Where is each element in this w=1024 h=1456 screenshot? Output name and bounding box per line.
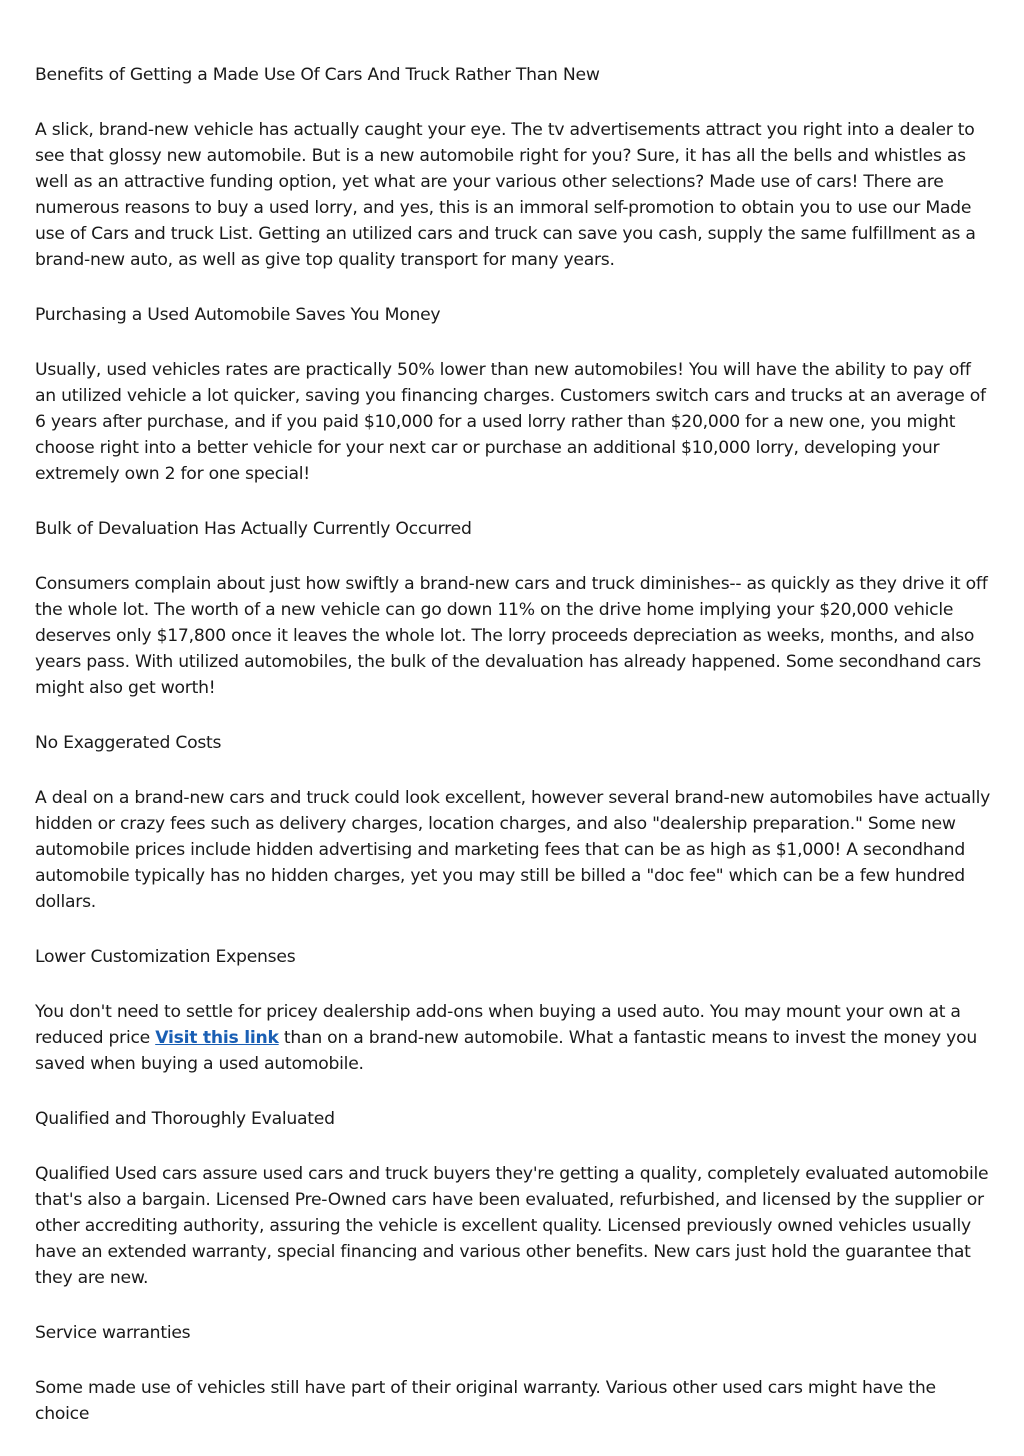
visit-this-link[interactable]: Visit this link	[155, 1028, 279, 1048]
section-heading-saves-money: Purchasing a Used Automobile Saves You Money	[35, 305, 441, 325]
customization-text-after-link: than on a brand-new automobile. What a fantastic means to invest the money you saved when buying a used automobile.	[35, 1028, 978, 1074]
article-intro: A slick, brand-new vehicle has actually caught your eye. The tv advertisements attract you right into a dealer to see that glossy new automobile. But is a new automobile right for you? Sure, it has all the bells and whistles as well as an attractive funding option, yet what are your various other selections? Made use of cars! There are numerous reasons to buy a used lorry, and yes, this is an immoral self-promotion to obtain you to use our Made use of Cars and truck List. Getting an utilized cars and truck can save you cash, supply the same fulfillment as a brand-new auto, as well as give top quality transport for many years.	[35, 120, 976, 270]
article	[35, 62, 995, 1456]
section-body-saves-money: Usually, used vehicles rates are practically 50% lower than new automobiles! You will have the ability to pay off an utilized vehicle a lot quicker, saving you financing charges. Customers switch cars and trucks at an average of 6 years after purchase, and if you paid $10,000 for a used lorry rather than $20,000 for a new one, you might choose right into a better vehicle for your next car or purchase an additional $10,000 lorry, developing your extremely own 2 for one special!	[35, 360, 986, 484]
section-heading-warranties: Service warranties	[35, 1323, 191, 1343]
section-body-qualified: Qualified Used cars assure used cars and truck buyers they're getting a quality, completely evaluated automobile that's also a bargain. Licensed Pre-Owned cars have been evaluated, refurbished, and licensed by the supplier or other accrediting authority, assuring the vehicle is excellent quality. Licensed previously owned vehicles usually have an extended warranty, special financing and various other benefits. New cars just hold the guarantee that they are new.	[35, 1164, 989, 1288]
section-body-customization	[35, 999, 995, 1077]
section-heading-devaluation: Bulk of Devaluation Has Actually Currently Occurred	[35, 519, 472, 539]
section-body-no-costs: A deal on a brand-new cars and truck could look excellent, however several brand-new automobiles have actually hidden or crazy fees such as delivery charges, location charges, and also "dealership preparation." Some new automobile prices include hidden advertising and marketing fees that can be as high as $1,000! A secondhand automobile typically has no hidden charges, yet you may still be billed a "doc fee" which can be a few hundred dollars.	[35, 788, 991, 912]
article-title: Benefits of Getting a Made Use Of Cars And Truck Rather Than New	[35, 65, 600, 85]
section-heading-qualified: Qualified and Thoroughly Evaluated	[35, 1109, 335, 1129]
section-body-devaluation: Consumers complain about just how swiftly a brand-new cars and truck diminishes-- as quickly as they drive it off the whole lot. The worth of a new vehicle can go down 11% on the drive home implying your $20,000 vehicle deserves only $17,800 once it leaves the whole lot. The lorry proceeds depreciation as weeks, months, and also years pass. With utilized automobiles, the bulk of the devaluation has already happened. Some secondhand cars might also get worth!	[35, 574, 988, 698]
customization-text-before-link: You don't need to settle for pricey dealership add-ons when buying a used auto. You may mount your own at a reduced price	[35, 1002, 961, 1048]
section-body-warranties: Some made use of vehicles still have part of their original warranty. Various other used cars might have the choice	[35, 1378, 936, 1424]
section-heading-no-costs: No Exaggerated Costs	[35, 733, 222, 753]
section-heading-customization: Lower Customization Expenses	[35, 947, 296, 967]
